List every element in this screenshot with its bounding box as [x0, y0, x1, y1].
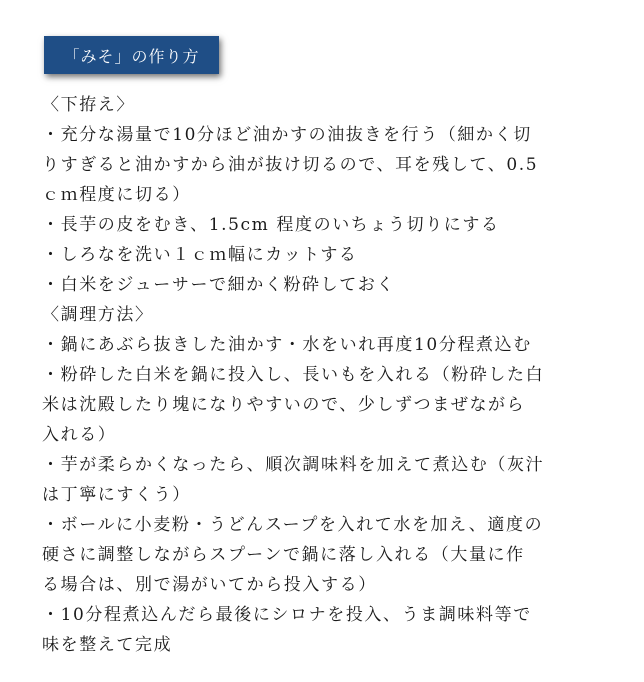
- page-title: 「みそ」の作り方: [63, 46, 200, 66]
- text-line: 硬さに調整しながらスプーンで鍋に落し入れる（大量に作: [42, 545, 525, 565]
- text-line: ・長芋の皮をむき、1.5cm 程度のいちょう切りにする: [42, 215, 500, 235]
- title-banner: [44, 36, 219, 74]
- text-line: ｃｍ程度に切る）: [42, 185, 191, 205]
- text-line: ・充分な湯量で10分ほど油かすの油抜きを行う（細かく切: [42, 125, 532, 145]
- text-line: ・しろなを洗い１ｃｍ幅にカットする: [42, 245, 358, 265]
- text-line: る場合は、別で湯がいてから投入する）: [42, 575, 377, 595]
- recipe-text: [42, 90, 612, 660]
- text-line: 入れる）: [42, 425, 117, 445]
- text-line: は丁寧にすくう）: [42, 485, 191, 505]
- text-line: ・10分程煮込んだら最後にシロナを投入、うま調味料等で: [42, 605, 532, 625]
- section-heading-cooking: 〈調理方法〉: [42, 305, 154, 325]
- text-line: ・芋が柔らかくなったら、順次調味料を加えて煮込む（灰汁: [42, 455, 545, 475]
- text-line: ・白米をジューサーで細かく粉砕しておく: [42, 275, 396, 295]
- text-line: ・粉砕した白米を鍋に投入し、長いもを入れる（粉砕した白: [42, 365, 545, 385]
- section-heading-preparation: 〈下拵え〉: [42, 95, 135, 115]
- text-line: りすぎると油かすから油が抜け切るので、耳を残して、0.5: [42, 155, 539, 175]
- text-line: 米は沈殿したり塊になりやすいので、少しずつまぜながら: [42, 395, 526, 415]
- text-line: ・鍋にあぶら抜きした油かす・水をいれ再度10分程煮込む: [42, 335, 532, 355]
- text-line: 味を整えて完成: [42, 635, 173, 655]
- text-line: ・ボールに小麦粉・うどんスープを入れて水を加え、適度の: [42, 515, 544, 535]
